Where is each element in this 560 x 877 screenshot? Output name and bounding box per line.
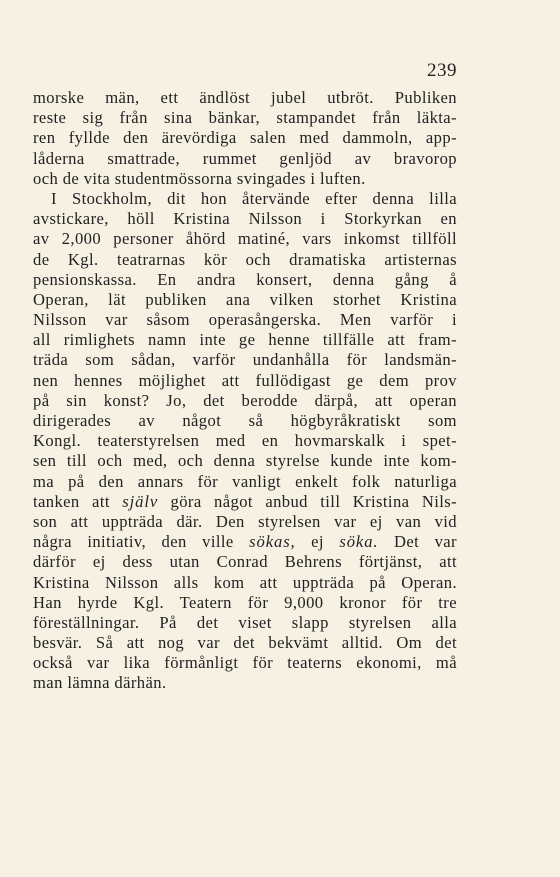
text-line: dirigerades av något så högbyråkratiskt som [33,411,457,430]
page-number: 239 [427,60,457,81]
text-line: avstickare, höll Kristina Nilsson i Storkyrkan en [33,209,457,229]
text-line: sen till och med, och denna styrelse kunde inte kom- [33,451,457,471]
text-line [33,492,457,512]
text-line: son att uppträda där. Den styrelsen var ej van vid [33,511,457,531]
text-line: därför ej dess utan Conrad Behrens förtjänst, att [33,552,457,572]
body-text [33,88,457,694]
text-line: föreställningar. På det viset slapp styrelsen alla [33,612,457,632]
text-line: på sin konst? Jo, det berodde därpå, att operan [33,390,457,410]
text-line: de Kgl. teatrarnas kör och dramatiska artisternas [33,249,457,269]
text-line: all rimlighets namn inte ge henne tillfälle att fram- [33,330,457,350]
text-line: pensionskassa. En andra konsert, denna gång å [33,269,457,289]
text-run: tanken att [33,491,123,511]
italic-word: söka. [339,532,379,552]
text-line: och de vita studentmössorna svingades i luften. [33,168,366,188]
text-run: göra något anbud till Kristina Nils- [158,491,458,511]
text-line: ren fyllde den ärevördiga salen med dammoln, app- [33,128,457,148]
text-line: I Stockholm, dit hon återvände efter denna lilla [51,188,457,208]
text-line: Han hyrde Kgl. Teatern för 9,000 kronor för tre [33,592,457,612]
text-line: besvär. Så att nog var det bekvämt alltid. Om det [33,633,457,653]
text-line: Nilsson var såsom operasångerska. Men varför i [33,310,457,330]
text-run: Det var [378,532,457,552]
text-line: Operan, lät publiken ana vilken storhet Kristina [33,289,457,309]
text-line: ma på den annars för vanligt enkelt folk naturliga [33,471,457,491]
text-line: träda som sådan, varför undanhålla för landsmän- [33,350,457,370]
italic-word: själv [122,491,159,511]
italic-word: sökas, [249,532,296,552]
text-line: morske män, ett ändlöst jubel utbröt. Publiken [33,88,457,107]
text-line: nen hennes möjlighet att fullödigast ge dem prov [33,370,457,390]
text-line: man lämna därhän. [33,673,167,693]
text-line: av 2,000 personer åhörd matiné, vars inkomst tillföll [33,229,457,249]
text-line: också var lika förmånligt för teaterns ekonomi, må [33,653,457,673]
text-line: reste sig från sina bänkar, stampandet från läkta- [33,108,457,128]
text-run: ej [295,532,340,552]
text-line [33,532,457,552]
text-line: Kristina Nilsson alls kom att uppträda på Operan. [33,572,457,592]
text-line: låderna smattrade, rummet genljöd av bravorop [33,148,457,168]
text-run: några initiativ, den ville [33,532,250,552]
text-line: Kongl. teaterstyrelsen med en hovmarskalk i spet- [33,431,457,451]
